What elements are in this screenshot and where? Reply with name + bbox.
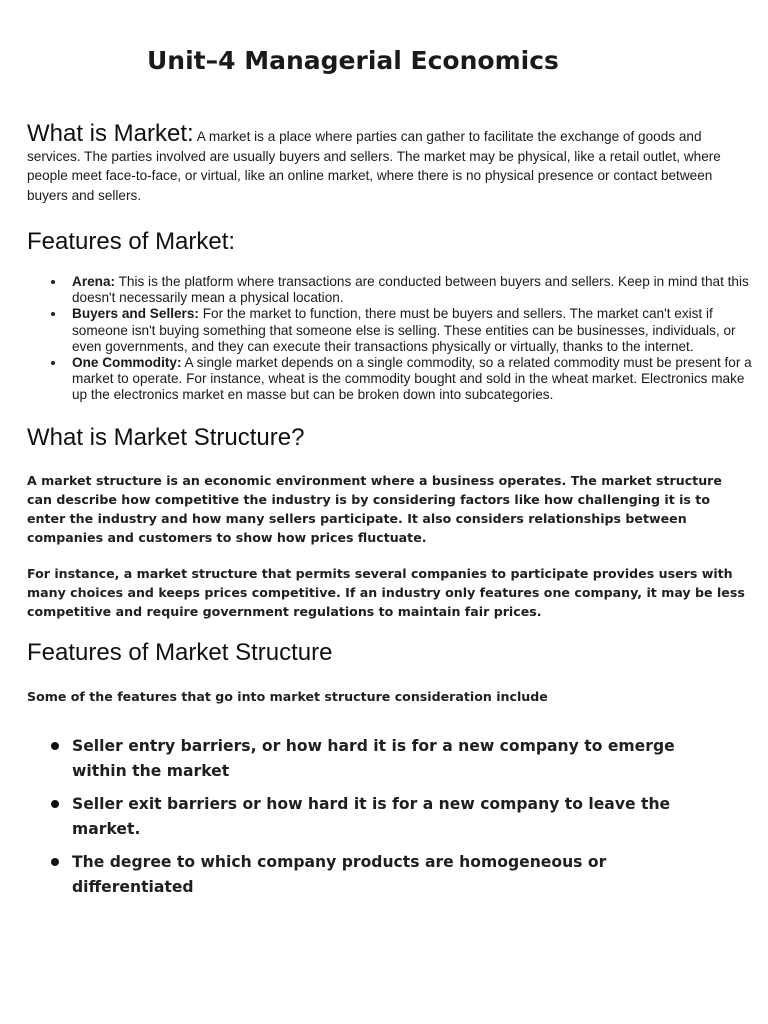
list-item-text: A single market depends on a single commodity, so a related commodity must be present for a market to operate. For instance, wheat is the commodity bought and sold in the wheat market. Electronics make up the electronics market en masse but can be broken down into subcategories. — [72, 355, 752, 403]
list-item: The degree to which company products are homogeneous or differentiated — [72, 850, 732, 899]
market-structure-heading: What is Market Structure? — [27, 424, 305, 451]
list-item-text: This is the platform where transactions are conducted between buyers and sellers. Keep in mind that this doesn't necessarily mean a physical location. — [72, 274, 749, 306]
features-of-structure-intro: Some of the features that go into market structure consideration include — [27, 689, 548, 704]
market-structure-paragraph-1: A market structure is an economic environment where a business operates. The market structure can describe how competitive the industry is by considering factors like how challenging it is to enter the industry and how many sellers participate. It also considers relationships between companies and customers to show how prices fluctuate. — [27, 473, 722, 545]
list-item — [72, 355, 752, 404]
features-of-market-heading: Features of Market: — [27, 228, 236, 255]
what-is-market-text: A market is a place where parties can gather to facilitate the exchange of goods and services. The parties involved are usually buyers and sellers. The market may be physical, like a retail outlet, where people meet face-to-face, or virtual, like an online market, where there is no physical presence or contact between buyers and sellers. — [27, 129, 721, 203]
page-title: Unit–4 Managerial Economics — [147, 46, 559, 75]
list-item-term: Arena: — [72, 274, 116, 289]
list-item — [72, 274, 752, 306]
list-item: Seller exit barriers or how hard it is for a new company to leave the market. — [72, 792, 732, 841]
list-item-text: For the market to function, there must be buyers and sellers. The market can't exist if someone isn't buying something that someone else is selling. These entities can be businesses, individuals, or even governments, and they can execute their transactions physically or virtually, thanks to the internet. — [72, 306, 736, 354]
what-is-market-heading: What is Market: — [27, 120, 194, 147]
what-is-market-section — [27, 120, 747, 205]
list-item — [72, 306, 752, 355]
features-of-structure-heading: Features of Market Structure — [27, 639, 333, 666]
features-of-structure-list — [72, 734, 732, 908]
market-structure-paragraph-2: For instance, a market structure that permits several companies to participate provides users with many choices and keeps prices competitive. If an industry only features one company, it may be less competitive and require government regulations to maintain fair prices. — [27, 566, 745, 619]
list-item-term: One Commodity: — [72, 355, 182, 371]
features-of-market-list — [72, 274, 752, 404]
list-item-term: Buyers and Sellers: — [72, 306, 199, 322]
what-is-market-paragraph — [27, 120, 747, 205]
list-item: Seller entry barriers, or how hard it is for a new company to emerge within the market — [72, 734, 732, 783]
